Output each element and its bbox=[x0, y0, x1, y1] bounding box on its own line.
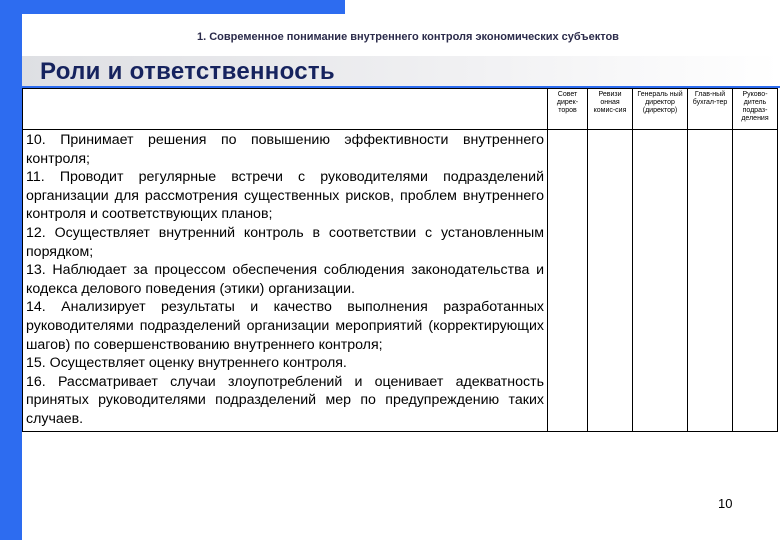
table-header-row bbox=[23, 89, 778, 130]
list-item: 11. Проводит регулярные встречи с руководителями подразделений организации для рассмотрения существенных рисков, проблем внутреннего контроля и соответствующих планов; bbox=[26, 169, 544, 223]
roles-table bbox=[22, 88, 778, 432]
page-title: Роли и ответственность bbox=[40, 58, 335, 85]
list-item: 10. Принимает решения по повышению эффективности внутреннего контроля; bbox=[26, 132, 544, 167]
column-header-text: Совет дирек-торов bbox=[556, 91, 579, 114]
column-header-text: Генераль ный директор (директор) bbox=[637, 91, 683, 114]
column-header bbox=[588, 89, 633, 130]
role-cell bbox=[548, 130, 588, 432]
column-header bbox=[548, 89, 588, 130]
column-header-text: Глав-ный бухгал-тер bbox=[692, 91, 728, 106]
column-header bbox=[633, 89, 688, 130]
role-cell bbox=[588, 130, 633, 432]
role-cell bbox=[633, 130, 688, 432]
section-subtitle: 1. Современное понимание внутреннего контроля экономических субъектов bbox=[197, 31, 619, 43]
top-accent-bar bbox=[0, 0, 345, 14]
role-cell bbox=[733, 130, 778, 432]
column-header bbox=[688, 89, 733, 130]
header-empty-cell bbox=[23, 89, 548, 130]
list-item: 12. Осуществляет внутренний контроль в соответствии с установленным порядком; bbox=[26, 224, 544, 260]
list-item: 16. Рассматривает случаи злоупотреблений и оценивает адекватность принятых руководителями подразделений мер по предупреждению таких случаев. bbox=[26, 373, 544, 427]
page-number: 10 bbox=[718, 496, 733, 511]
role-cell bbox=[688, 130, 733, 432]
left-accent-bar bbox=[0, 0, 22, 540]
column-header bbox=[733, 89, 778, 130]
list-item: 15. Осуществляет оценку внутреннего контроля. bbox=[26, 355, 347, 372]
column-header-text: Руково-дитель подраз-деления bbox=[741, 91, 769, 122]
table-body-row bbox=[23, 130, 778, 432]
column-header-text: Ревизи онная комис-сия bbox=[593, 91, 627, 114]
responsibilities-cell bbox=[23, 130, 548, 432]
list-item: 14. Анализирует результаты и качество выполнения разработанных руководителями подразделений организации мероприятий (корректирующих шагов) по совершенствованию внутреннего контроля; bbox=[26, 299, 544, 353]
list-item: 13. Наблюдает за процессом обеспечения соблюдения законодательства и кодекса делового поведения (этики) организации. bbox=[26, 262, 544, 297]
